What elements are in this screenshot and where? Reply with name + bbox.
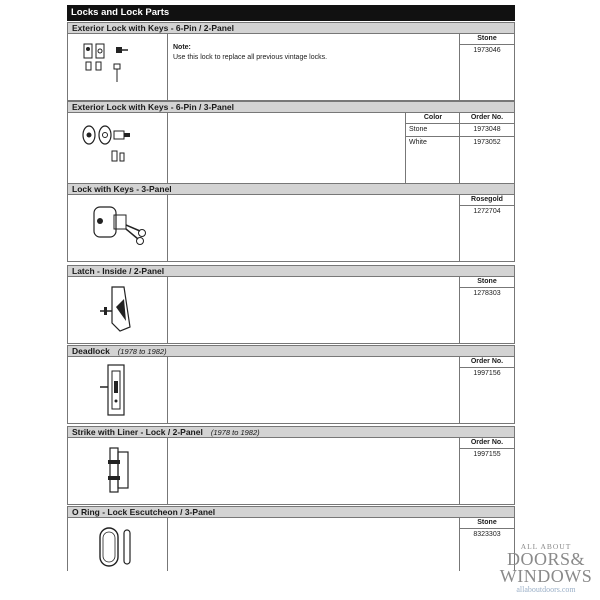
product-image-cell — [68, 518, 168, 571]
exterior-lock-2-panel-illustration — [68, 34, 167, 100]
order-number: 1973048 — [473, 126, 501, 133]
column-header-color: Color — [406, 113, 460, 124]
order-number: 1997156 — [473, 370, 501, 377]
watermark-line-2: DOORS& — [506, 549, 585, 569]
strike-with-liner-illustration — [68, 438, 167, 504]
order-number: 1973046 — [473, 47, 501, 54]
section-title: Exterior Lock with Keys - 6-Pin / 2-Panel — [67, 22, 515, 34]
section-o-ring — [67, 506, 515, 571]
column-color — [405, 113, 460, 183]
page-title: Locks and Lock Parts — [67, 5, 515, 21]
color-value: White — [406, 136, 460, 149]
column-stone — [459, 34, 514, 100]
parts-sheet — [67, 5, 515, 571]
watermark-logo — [496, 542, 596, 594]
column-header: Order No. — [460, 438, 514, 449]
section-title: Latch - Inside / 2-Panel — [67, 265, 515, 277]
latch-inside-illustration — [68, 277, 167, 343]
product-image-cell — [68, 195, 168, 261]
section-lock-with-keys — [67, 183, 515, 262]
order-number: 1973052 — [460, 136, 514, 149]
column-header: Stone — [460, 518, 514, 529]
product-image-cell — [68, 357, 168, 423]
order-number: 8323303 — [473, 531, 501, 538]
order-number: 1278303 — [473, 290, 501, 297]
column-header: Stone — [460, 277, 514, 288]
exterior-lock-3-panel-illustration — [68, 113, 167, 183]
order-number: 1997155 — [473, 451, 501, 458]
watermark-url: allaboutdoors.com — [516, 585, 576, 594]
section-title — [67, 345, 515, 357]
product-image-cell — [68, 34, 168, 100]
year-range: (1978 to 1982) — [210, 428, 260, 437]
year-range: (1978 to 1982) — [117, 347, 167, 356]
section-title — [67, 426, 515, 438]
section-title: O Ring - Lock Escutcheon / 3-Panel — [67, 506, 515, 518]
o-ring-illustration — [68, 518, 167, 571]
product-image-cell — [68, 113, 168, 183]
section-title-text: Strike with Liner - Lock / 2-Panel — [72, 427, 203, 437]
column-stone — [459, 277, 514, 343]
section-title: Lock with Keys - 3-Panel — [67, 183, 515, 195]
column-header-order: Order No. — [460, 113, 514, 124]
lock-with-keys-illustration — [68, 195, 167, 261]
order-number: 1272704 — [473, 208, 501, 215]
column-order-no — [459, 357, 514, 423]
section-deadlock — [67, 345, 515, 424]
column-header: Rosegold — [460, 195, 514, 206]
deadlock-illustration — [68, 357, 167, 423]
note-text: Use this lock to replace all previous vintage locks. — [173, 54, 328, 61]
section-title: Exterior Lock with Keys - 6-Pin / 3-Panel — [67, 101, 515, 113]
column-header: Stone — [460, 34, 514, 45]
column-header: Order No. — [460, 357, 514, 368]
section-strike-with-liner — [67, 426, 515, 505]
section-title-text: Deadlock — [72, 346, 110, 356]
section-latch-inside — [67, 265, 515, 344]
section-exterior-lock-2-panel — [67, 22, 515, 101]
section-exterior-lock-3-panel — [67, 101, 515, 184]
product-image-cell — [68, 277, 168, 343]
watermark-line-3: WINDOWS — [499, 566, 593, 586]
color-value: Stone — [409, 126, 428, 133]
watermark-line-1: ALL ABOUT — [520, 542, 572, 551]
note-label: Note: — [173, 44, 191, 51]
product-image-cell — [68, 438, 168, 504]
note-block — [173, 43, 327, 63]
column-order-no — [459, 438, 514, 504]
column-order-no — [459, 113, 514, 183]
column-rosegold — [459, 195, 514, 261]
